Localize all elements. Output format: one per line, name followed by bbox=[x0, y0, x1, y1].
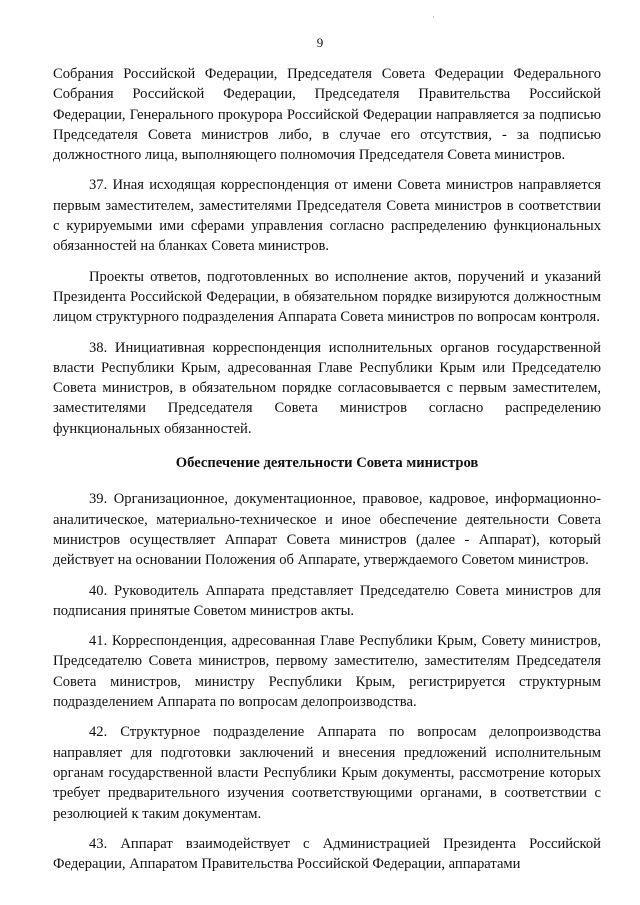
paragraph-42: 42. Структурное подразделение Аппарата по вопросам делопроизводства направляет для подготовки заключений и внесения предложений исполнительным органам государственной власти Республики Крым документы, рассмотрение которых требует предварительного изучения соответствующими органами, в соответствии с резолюцией к таким документам. bbox=[53, 724, 601, 822]
document-body bbox=[53, 64, 601, 884]
paragraph-39: 39. Организационное, документационное, правовое, кадровое, информационно-аналитическое, материально-техническое и иное обеспечение деятельности Совета министров осуществляет Аппарат Совета министров (далее - Аппарат), который действует на основании Положения об Аппарате, утверждаемого Советом министров. bbox=[53, 491, 601, 569]
page-number: 9 bbox=[316, 35, 324, 50]
scan-mark: · bbox=[432, 12, 435, 22]
paragraph-38: 38. Инициативная корреспонденция исполнительных органов государственной власти Республики Крым, адресованная Главе Республики Крым или Председателю Совета министров, в обязательном порядке согласовывается с первым заместителем, заместителями Председателя Совета министров согласно распределению функциональных обязанностей. bbox=[53, 339, 601, 437]
paragraph-41: 41. Корреспонденция, адресованная Главе Республики Крым, Совету министров, Председателю Совета министров, первому заместителю, заместителям Председателя Совета министров, министру Республики Крым, регистрируется структурным подразделением Аппарата по вопросам делопроизводства. bbox=[53, 633, 601, 711]
paragraph-40: 40. Руководитель Аппарата представляет Председателю Совета министров для подписания принятые Советом министров акты. bbox=[53, 582, 601, 619]
paragraph-37-projects: Проекты ответов, подготовленных во исполнение актов, поручений и указаний Президента Российской Федерации, в обязательном порядке визируются должностным лицом структурного подразделения Аппарата Совета министров по вопросам контроля. bbox=[53, 268, 601, 326]
paragraph-37: 37. Иная исходящая корреспонденция от имени Совета министров направляется первым заместителем, заместителями Председателя Совета министров в соответствии с курируемыми ими сферами управления согласно распределению функциональных обязанностей на бланках Совета министров. bbox=[53, 177, 601, 255]
section-heading: Обеспечение деятельности Совета министров bbox=[175, 455, 479, 472]
paragraph-continued: Собрания Российской Федерации, Председателя Совета Федерации Федерального Собрания Российской Федерации, Председателя Правительства Российской Федерации, Генерального прокурора Российской Федерации направляется за подписью Председателя Совета министров либо, в случае его отсутствия, - за подписью должностного лица, выполняющего полномочия Председателя Совета министров. bbox=[53, 66, 601, 164]
paragraph-43: 43. Аппарат взаимодействует с Администрацией Президента Российской Федерации, Аппаратом Правительства Российской Федерации, аппаратами bbox=[53, 835, 601, 873]
